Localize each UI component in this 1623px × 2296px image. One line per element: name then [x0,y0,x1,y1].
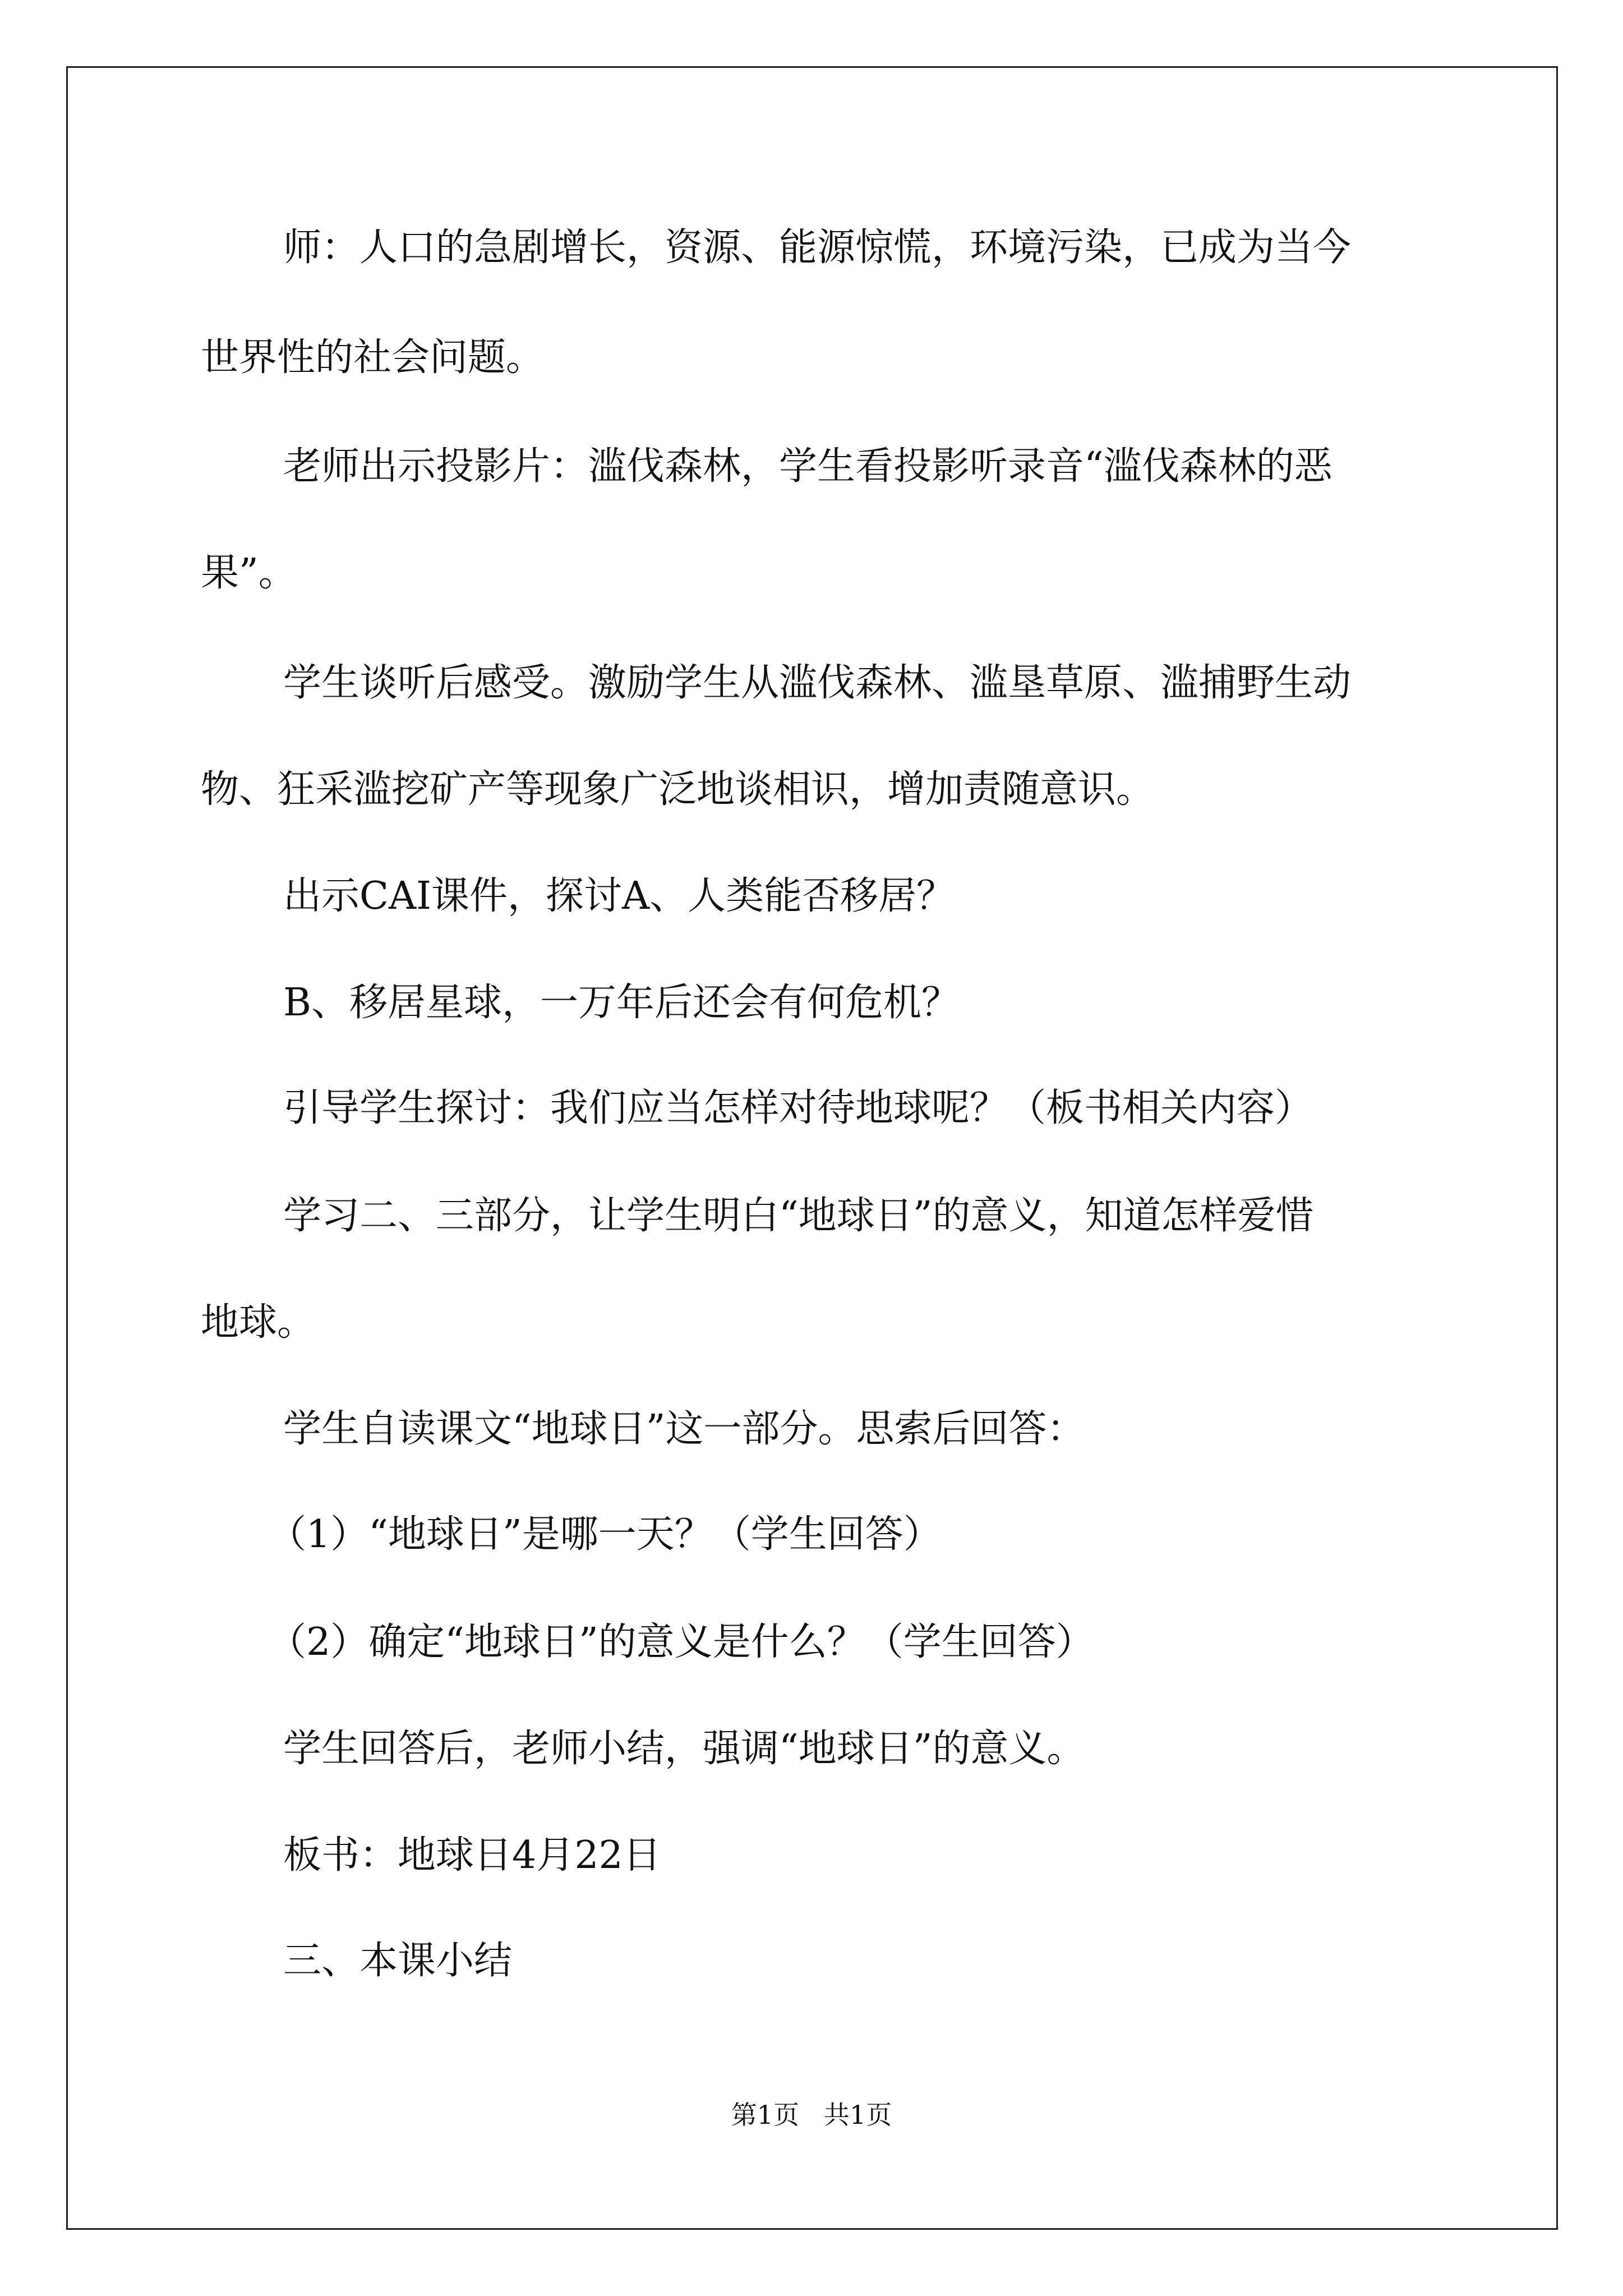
paragraph-8: 学生自读课文“地球日”这一部分。思索后回答： [283,1407,1085,1451]
question-1: （1）“地球日”是哪一天？（学生回答） [268,1512,942,1557]
paragraph-7-line-1: 学习二、三部分，让学生明白“地球日”的意义，知道怎样爱惜 [283,1194,1314,1238]
paragraph-9: 学生回答后，老师小结，强调“地球日”的意义。 [283,1727,1085,1771]
page-number-footer: 第1页 共1页 [731,2100,892,2130]
blackboard-note: 板书：地球日4月22日 [283,1833,661,1878]
paragraph-6: 引导学生探讨：我们应当怎样对待地球呢？（板书相关内容） [283,1086,1313,1130]
paragraph-2-line-1: 老师出示投影片：滥伐森林，学生看投影听录音“滥伐森林的恶 [283,444,1332,489]
paragraph-3-line-2: 物、狂采滥挖矿产等现象广泛地谈相识，增加责随意识。 [201,767,1155,812]
paragraph-4: 出示CAI课件，探讨A、人类能否移居？ [283,874,955,918]
paragraph-3-line-1: 学生谈听后感受。激励学生从滥伐森林、滥垦草原、滥捕野生动 [283,661,1352,705]
paragraph-1-line-2: 世界性的社会问题。 [201,335,545,380]
page-border [66,66,1558,2230]
question-2: （2）确定“地球日”的意义是什么？（学生回答） [268,1620,1094,1664]
paragraph-7-line-2: 地球。 [201,1300,316,1345]
paragraph-1-line-1: 师：人口的急剧增长，资源、能源惊慌，环境污染，已成为当今 [283,226,1352,270]
paragraph-5: B、移居星球，一万年后还会有何危机？ [283,981,960,1025]
section-heading-summary: 三、本课小结 [283,1939,513,1983]
paragraph-2-line-2: 果”。 [201,551,297,595]
